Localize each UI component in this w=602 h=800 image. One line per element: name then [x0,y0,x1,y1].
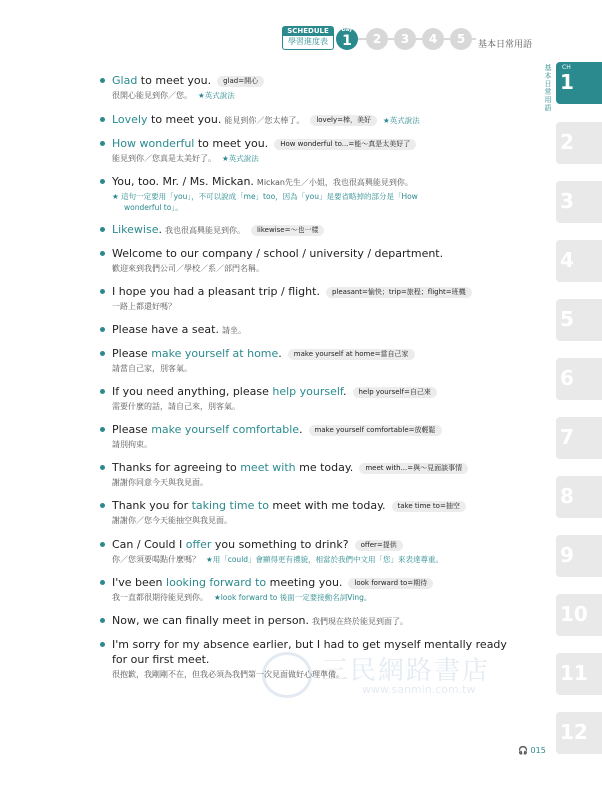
chapter-tab-10[interactable] [556,594,602,636]
day-2-marker [366,28,388,50]
phrase-en: Now, we can finally meet in person. 我們現在終於能見到面了。 [112,614,409,627]
phrase-note: ★ 這句一定要用「you」，不可以說成「me」too，因為「you」是要省略掉的部分是「How [112,192,418,201]
vocab-gloss: make yourself comfortable=放輕鬆 [309,425,442,436]
chapter-number: 1 [560,70,574,94]
phrase-translation: 我們現在終於能見到面了。 [312,617,409,626]
phrase-en-continued: for our first meet. [112,653,210,666]
vocab-gloss: make yourself at home=當自己家 [288,349,415,360]
chapter-number: 9 [560,543,574,567]
chapter-tab-6[interactable] [556,358,602,400]
phrase-en: Thanks for agreeing to meet with me today. meet with...=與～見面談事情 [112,461,468,475]
vocab-gloss: look forward to=期待 [348,578,433,589]
phrase-translation: 你／您須要喝點什麼嗎？ ★用「could」會顯得更有禮貌，相當於我們中文用「您」來表達尊重。 [112,555,444,564]
day-number: 4 [428,32,438,46]
phrase-translation: 我一直都很期待能見到你。 ★look forward to 後面一定要接動名詞Ving。 [112,593,372,602]
phrase-highlight: How wonderful [112,137,195,150]
phrase-translation: 能見到你／您真是太美好了。 ★英式說法 [112,154,259,163]
vocab-gloss: likewise=～也一樣 [251,225,325,236]
bullet [100,503,105,508]
bullet [100,642,105,647]
phrase-en: Please have a seat. 請坐。 [112,323,246,336]
day-4-marker [422,28,444,50]
vocab-gloss: offer=提供 [355,540,403,551]
phrase-en: If you need anything, please help yourself. help yourself=自己來 [112,385,437,399]
chapter-number: 5 [560,307,574,331]
phrase-translation: 請坐。 [221,326,246,335]
watermark-url: www.sanmin.com.tw [362,683,476,696]
schedule-label: SCHEDULE [283,27,333,36]
bullet [100,179,105,184]
chapter-number: 10 [560,602,588,626]
chapter-tab-2[interactable] [556,122,602,164]
chapter-number: 8 [560,484,574,508]
phrase-en: Welcome to our company / school / university / department. [112,247,444,260]
phrase-translation: 很抱歉，我剛剛不在，但我必須為我們第一次見面做好心理準備。 [112,670,344,679]
phrase-translation: 我也很高興能見到你。 [164,226,245,235]
phrase-highlight: meet with [240,461,296,474]
bullet [100,78,105,83]
bullet [100,389,105,394]
phrase-en: I'm sorry for my absence earlier, but I had to get myself mentally ready [112,638,507,651]
phrase-en: I've been looking forward to meeting you. look forward to=期待 [112,576,433,590]
watermark-name: 三民網路書店 [322,656,491,686]
bullet [100,580,105,585]
phrase-note: ★英式說法 [222,154,259,163]
bullet [100,542,105,547]
phrase-translation: 歡迎來到我們公司／學校／系／部門名稱。 [112,264,264,273]
bullet [100,227,105,232]
phrase-en: Thank you for taking time to meet with me today. take time to=抽空 [112,499,466,513]
vocab-gloss: pleasant=愉快；trip=旅程；flight=班機 [326,287,472,298]
day-5-marker [450,28,472,50]
page-number [518,746,546,755]
phrase-en: Glad to meet you. glad=開心 [112,74,264,88]
phrase-en: I hope you had a pleasant trip / flight. pleasant=愉快；trip=旅程；flight=班機 [112,285,472,299]
phrase-translation: 謝謝你／您今天能抽空與我見面。 [112,516,232,525]
chapter-tab-1[interactable] [556,62,602,104]
vocab-gloss: meet with...=與～見面談事情 [359,463,468,474]
chapter-number: 11 [560,661,588,685]
section-title: 基本日常用語 [478,40,533,50]
vocab-gloss: take time to=抽空 [392,501,466,512]
schedule-subtitle: 學習進度表 [288,37,328,46]
phrase-en: Please make yourself at home. make yourself at home=當自己家 [112,347,415,361]
bullet [100,618,105,623]
phrase-en: How wonderful to meet you. How wonderful to...=能～真是太美好了 [112,137,416,151]
phrase-highlight: help yourself [272,385,343,398]
schedule-badge [282,26,334,50]
phrase-highlight: taking time to [191,499,269,512]
phrase-en: Can / Could I offer you something to drink? offer=提供 [112,538,403,552]
chapter-tab-5[interactable] [556,299,602,341]
watermark [262,650,512,700]
bullet [100,141,105,146]
phrase-translation: 很開心能見到你／您。 ★英式說法 [112,91,235,100]
phrase-note: ★用「could」會顯得更有禮貌，相當於我們中文用「您」來表達尊重。 [206,555,444,564]
chapter-tab-12[interactable] [556,712,602,754]
bullet [100,465,105,470]
watermark-logo-icon [262,652,312,698]
day-label: Day [341,27,353,33]
vocab-gloss: How wonderful to...=能～真是太美好了 [274,139,416,150]
day-3-marker [394,28,416,50]
bullet [100,327,105,332]
phrase-note: ★look forward to 後面一定要接動名詞Ving。 [214,593,372,602]
phrase-highlight: offer [185,538,212,551]
phrase-en: Please make yourself comfortable. make yourself comfortable=放輕鬆 [112,423,442,437]
phrase-highlight: Lovely [112,113,148,126]
chapter-number: 2 [560,130,574,154]
chapter-tab-7[interactable] [556,417,602,459]
phrase-translation: 一路上都還好嗎？ [112,302,176,311]
phrase-translation: 請別拘束。 [112,440,152,449]
bullet [100,251,105,256]
vocab-gloss: lovely=棒，美好 [310,115,377,126]
chapter-number: 6 [560,366,574,390]
day-1-marker [336,28,358,50]
headphone-icon: 🎧 [518,746,528,755]
chapter-number: 12 [560,720,588,744]
phrase-note: ★英式說法 [198,91,235,100]
bullet [100,351,105,356]
chapter-number: 7 [560,425,574,449]
phrase-highlight: Glad [112,74,138,87]
phrase-translation: 需要什麼的話，請自己來，別客氣。 [112,402,240,411]
phrase-translation: 請當自己家，別客氣。 [112,364,192,373]
phrase-translation: 能見到你／您太棒了。 [224,116,305,125]
bullet [100,427,105,432]
day-number: 5 [456,32,466,46]
page-number-value: 015 [530,746,546,755]
chapter-tab-9[interactable] [556,535,602,577]
day-number: 1 [342,33,352,49]
vocab-gloss: help yourself=自己來 [353,387,437,398]
day-number: 3 [400,32,410,46]
phrase-translation: 謝謝你同意今天與我見面。 [112,478,208,487]
phrase-highlight: make yourself comfortable [151,423,300,436]
phrase-en: You, too. Mr. / Ms. Mickan. Mickan先生／小姐，我也很高興能見到你。 [112,175,413,188]
phrase-en: Likewise. 我也很高興能見到你。 likewise=～也一樣 [112,223,324,238]
chapter-number: 4 [560,248,574,272]
phrase-highlight: make yourself at home [151,347,279,360]
bullet [100,289,105,294]
vocab-gloss: glad=開心 [217,76,264,87]
chapter-tab-3[interactable] [556,181,602,223]
sidebar-category: 基本日常用語 [544,64,552,112]
phrase-highlight: Likewise [112,223,159,236]
chapter-tab-4[interactable] [556,240,602,282]
chapter-label: CH [562,64,571,71]
day-number: 2 [372,32,382,46]
phrase-note-continued: wonderful to」。 [124,203,183,212]
chapter-number: 3 [560,189,574,213]
chapter-tab-8[interactable] [556,476,602,518]
phrase-highlight: looking forward to [166,576,267,589]
phrase-translation: Mickan先生／小姐，我也很高興能見到你。 [256,178,413,187]
bullet [100,117,105,122]
phrase-note: ★英式說法 [382,116,420,125]
phrase-en: Lovely to meet you. 能見到你／您太棒了。 lovely=棒，美好 ★英式說法 [112,113,420,126]
chapter-tab-11[interactable] [556,653,602,695]
